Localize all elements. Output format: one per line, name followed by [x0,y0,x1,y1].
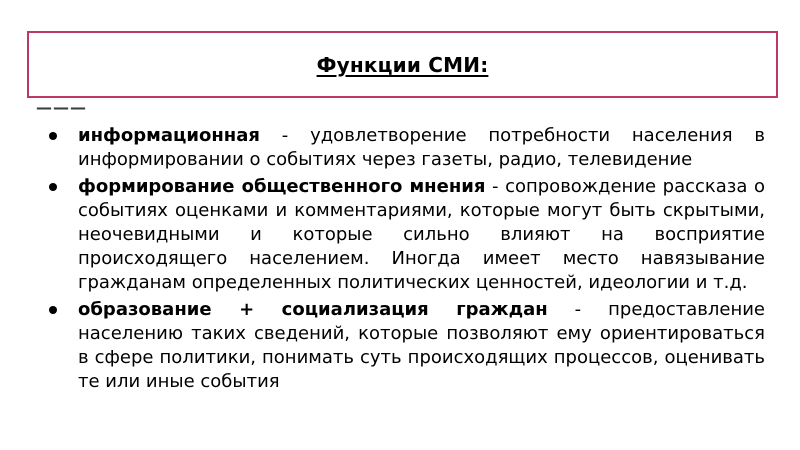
page-title: Функции СМИ: [316,52,489,77]
list-item [47,124,765,172]
bullet-lead: образование + социализация граждан [78,299,548,320]
list-item [47,298,765,394]
bullet-dot-icon [49,183,57,191]
bullet-text: - удовлетворение потребности населения в информировании о событиях через газеты, радио, телевидение [78,125,765,170]
list-item [47,175,765,295]
bullet-lead: формирование общественного мнения [78,176,486,197]
title-box [27,31,778,98]
dash-marker: ——— [36,98,87,117]
bullet-dot-icon [49,132,57,140]
bullet-text: - сопровождение рассказа о событиях оценками и комментариями, которые могут быть скрытыми, неочевидными и которые сильно влияют на восприятие происходящего населением. Иногда имеет место навязывание гражданам определенных политических ценностей, идеологии и т.д. [78,176,765,293]
bullet-text: - предоставление населению таких сведений, которые позволяют ему ориентироваться в сфере политики, понимать суть происходящих процессов, оценивать те или иные события [78,299,766,392]
bullet-lead: информационная [78,125,260,146]
bullet-list [47,124,765,397]
bullet-dot-icon [49,306,57,314]
